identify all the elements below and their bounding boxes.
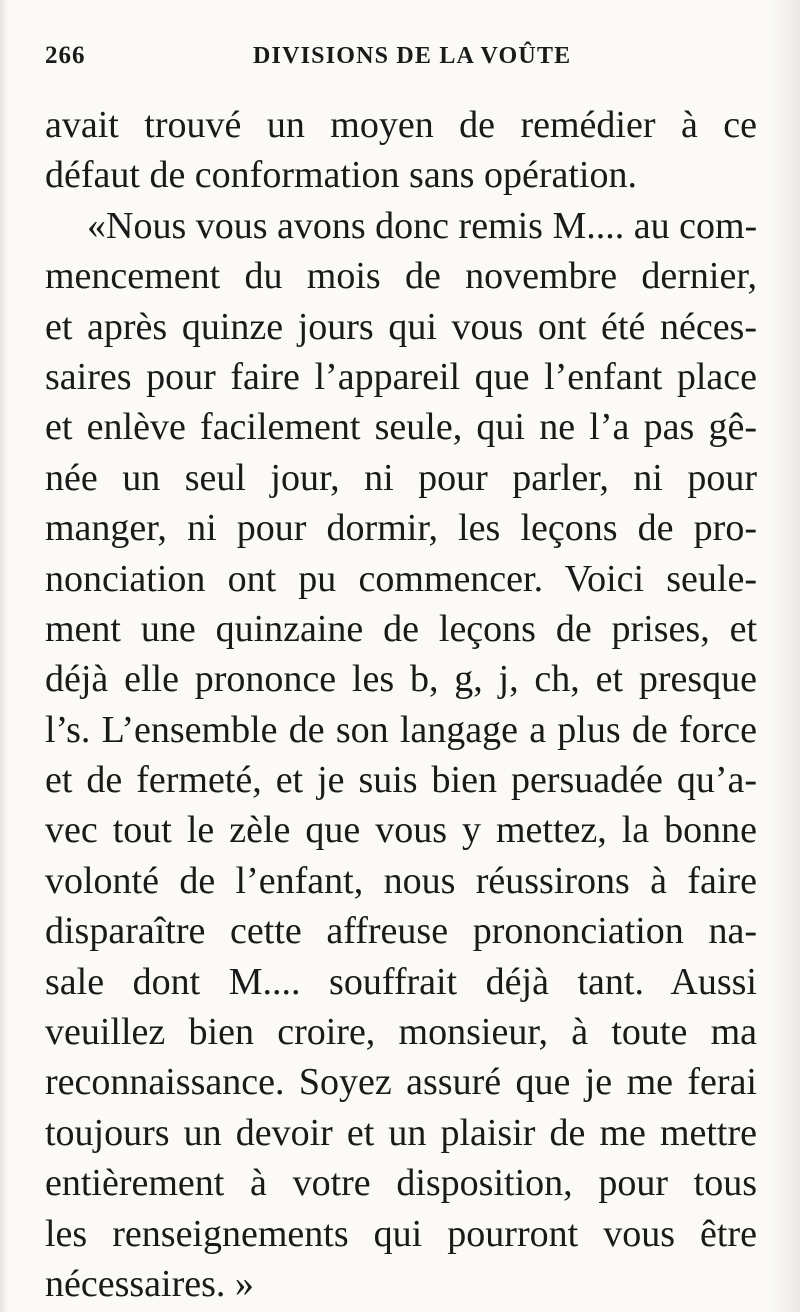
page-header [45,42,750,82]
text-line: nécessaires. » [45,1262,254,1305]
text-line: défaut de conformation sans opération. [45,154,637,197]
text-line: avait trouvé un moyen de remédier à ce [45,104,757,146]
text-line: mencement du mois de novembre dernier, [45,255,757,298]
running-head: DIVISIONS DE LA VOÛTE [253,43,572,69]
page-number: 266 [45,42,86,69]
text-line: «Nous vous avons donc remis M.... au com- [87,204,758,247]
text-line: volonté de l’enfant, nous réussirons à faire [45,859,757,902]
text-line: nonciation ont pu commencer. Voici seule- [45,557,757,600]
text-line: née un seul jour, ni pour parler, ni pour [45,456,757,499]
text-line: veuillez bien croire, monsieur, à toute ma [45,1011,757,1054]
page-left-edge-shadow [0,0,8,1312]
text-line: déjà elle prononce les b, g, j, ch, et presque [45,658,757,701]
body-text [45,100,757,1309]
text-line: ment une quinzaine de leçons de prises, et [45,607,757,650]
text-line: entièrement à votre disposition, pour tous [45,1162,757,1205]
text-line: toujours un devoir et un plaisir de me mettre [45,1111,757,1154]
text-line: et après quinze jours qui vous ont été néces- [45,305,757,348]
text-line: disparaître cette affreuse prononciation na- [45,910,757,953]
text-line: sale dont M.... souffrait déjà tant. Aussi [45,960,757,1003]
text-line: et enlève facilement seule, qui ne l’a pas gê- [45,406,757,449]
text-line: manger, ni pour dormir, les leçons de pro- [45,507,757,550]
text-line: les renseignements qui pourront vous être [45,1212,757,1255]
text-line: reconnaissance. Soyez assuré que je me ferai [45,1061,757,1104]
text-line: et de fermeté, et je suis bien persuadée qu’a- [45,759,757,802]
text-line: vec tout le zèle que vous y mettez, la bonne [45,809,757,852]
text-line: saires pour faire l’appareil que l’enfant place [45,355,757,398]
text-line: l’s. L’ensemble de son langage a plus de force [45,708,757,751]
page-right-edge-shadow [770,0,800,1312]
